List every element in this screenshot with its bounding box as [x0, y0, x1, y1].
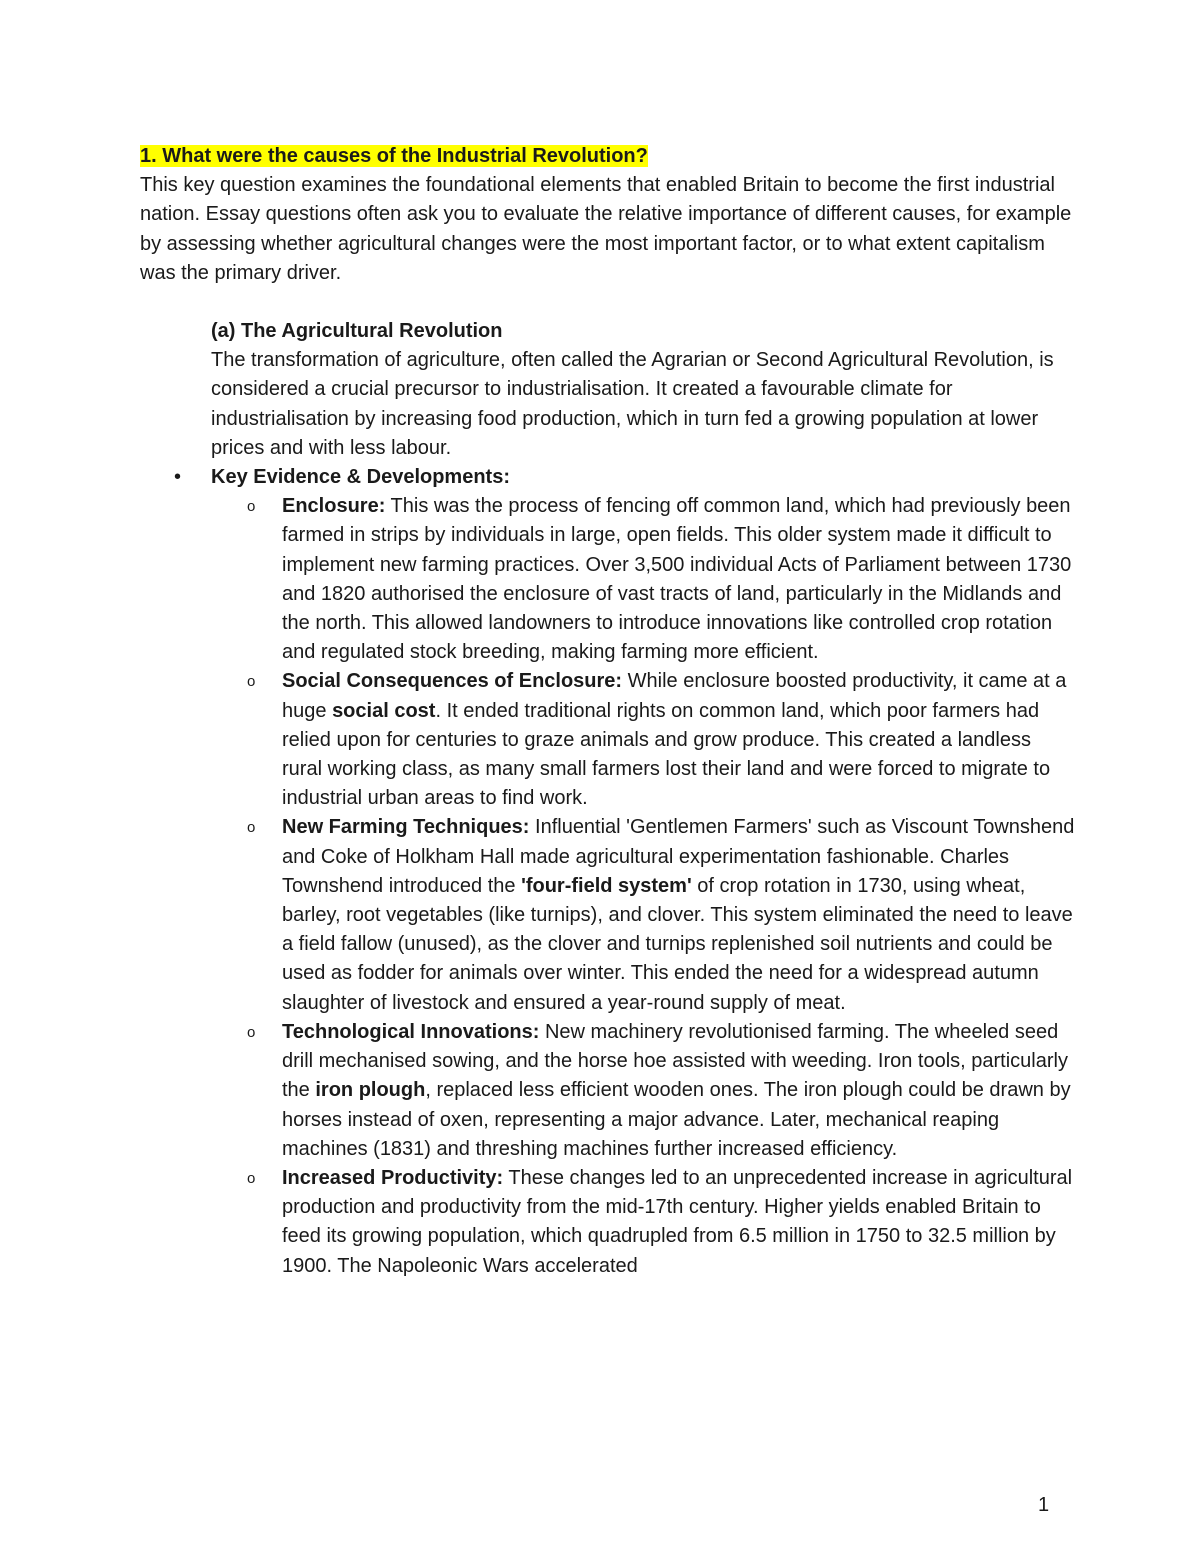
sub-bullet-marker: o — [247, 1169, 256, 1187]
item-emphasis: iron plough — [315, 1079, 426, 1102]
item-text: While enclosure boosted productivity, it came at a huge — [282, 670, 1067, 722]
item-title: Social Consequences of Enclosure: — [282, 670, 623, 693]
section-intro: This key question examines the foundational elements that enabled Britain to become the first industrial nation. Essay questions often ask you to evaluate the relative importance of different causes, for example by assessing whether agricultural changes were the most important factor, or to what extent capitalism was the primary driver. — [140, 174, 1072, 284]
subsection-heading: (a) The Agricultural Revolution — [211, 320, 503, 343]
bullet-label: Key Evidence & Developments: — [211, 466, 510, 489]
page-number: 1 — [1038, 1494, 1050, 1516]
item-title: Technological Innovations: — [282, 1020, 540, 1043]
sub-bullet-marker: o — [247, 673, 256, 691]
list-item-increased-productivity — [247, 1164, 1075, 1281]
sub-bullet-marker: o — [247, 498, 256, 516]
item-text: This was the process of fencing off common land, which had previously been farmed in strips by individuals in large, open fields. This older system made it difficult to implement new farming practices. Over 3,500 individual Acts of Parliament between 1730 and 1820 authorised the enclosure of vast tracts of land, particularly in the Midlands and the north. This allowed landowners to introduce innovations like controlled crop rotation and regulated stock breeding, making farming more efficient. — [282, 495, 1072, 664]
item-text: , replaced less efficient wooden ones. The iron plough could be drawn by horses instead of oxen, representing a major advance. Later, mechanical reaping machines (1831) and threshing machines further increased efficiency. — [282, 1079, 1071, 1160]
item-emphasis: 'four-field system' — [521, 874, 692, 897]
list-item-technological-innovations — [247, 1018, 1075, 1164]
section-heading — [140, 142, 1075, 171]
item-text: of crop rotation in 1730, using wheat, barley, root vegetables (like turnips), and clover. This system eliminated the need to leave a field fallow (unused), as the clover and turnips replenished soil nutrients and could be used as fodder for animals over winter. This ended the need for a widespread autumn slaughter of livestock and ensured a year-round supply of meat. — [282, 874, 1073, 1014]
highlighted-question: 1. What were the causes of the Industrial Revolution? — [140, 145, 648, 167]
item-title: Enclosure: — [282, 495, 386, 518]
item-text: Influential 'Gentlemen Farmers' such as Viscount Townshend and Coke of Holkham Hall made agricultural experimentation fashionable. Charles Townshend introduced the — [282, 816, 1075, 897]
bullet-key-evidence — [140, 463, 1075, 492]
subsection-agricultural-revolution — [211, 317, 1075, 463]
item-title: Increased Productivity: — [282, 1166, 504, 1189]
item-text: . It ended traditional rights on common land, which poor farmers had relied upon for centuries to graze animals and grow produce. This created a landless rural working class, as many small farmers lost their land and were forced to migrate to industrial urban areas to find work. — [282, 699, 1051, 810]
evidence-list — [140, 492, 1075, 1280]
item-text: New machinery revolutionised farming. The wheeled seed drill mechanised sowing, and the horse hoe assisted with weeding. Iron tools, particularly the — [282, 1020, 1068, 1102]
sub-bullet-marker: o — [247, 819, 256, 837]
list-item-enclosure — [247, 492, 1075, 667]
bullet-marker: • — [174, 466, 182, 489]
item-title: New Farming Techniques: — [282, 816, 530, 839]
item-emphasis: social cost — [332, 699, 436, 722]
page-content — [140, 142, 1075, 1281]
list-item-new-farming-techniques — [247, 813, 1075, 1017]
subsection-text: The transformation of agriculture, often called the Agrarian or Second Agricultural Revolution, is considered a crucial precursor to industrialisation. It created a favourable climate for industrialisation by increasing food production, which in turn fed a growing population at lower prices and with less labour. — [211, 349, 1054, 459]
sub-bullet-marker: o — [247, 1023, 256, 1041]
list-item-social-consequences — [247, 667, 1075, 813]
item-text: These changes led to an unprecedented increase in agricultural production and productivity from the mid-17th century. Higher yields enabled Britain to feed its growing population, which quadrupled from 6.5 million in 1750 to 32.5 million by 1900. The Napoleonic Wars accelerated — [282, 1166, 1073, 1277]
